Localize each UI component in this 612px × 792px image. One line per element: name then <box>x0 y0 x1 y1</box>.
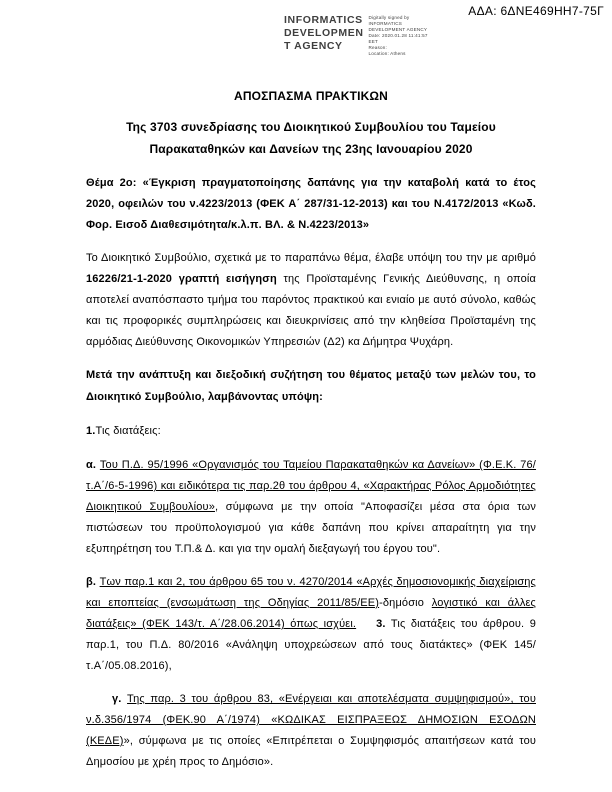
document-body <box>86 86 536 785</box>
stamp-detail-line: Date: 2020.01.28 11:41:57 <box>368 33 428 38</box>
stamp-agency-line: INFORMATICS <box>284 14 363 26</box>
list-item-c <box>86 689 536 773</box>
stamp-agency-name <box>284 14 364 57</box>
theme-heading: Θέμα 2ο: «Έγκριση πραγματοποίησης δαπάνης για την καταβολή κατά το έτος 2020, οφειλών του ν.4223/2013 (ΦΕΚ Α΄ 287/31-12-2013) και του Ν.4172/2013 «Κωδ. Φορ. Εισοδ Διαθεσιμότητα/κ.λ.π. ΒΛ. & Ν.4223/2013» <box>86 177 536 231</box>
ada-number: ΑΔΑ: 6ΔΝΕ469ΗΗ7-75Γ <box>468 4 604 18</box>
paragraph-text: Το Διοικητικό Συμβούλιο, σχετικά με το παραπάνω θέμα, έλαβε υπόψη του την με αριθμό <box>86 252 536 264</box>
item-b-text-1: -δημόσιο <box>379 597 432 609</box>
body-paragraph-1 <box>86 248 536 353</box>
item-c-text: », σύμφωνα με τις οποίες «Επιτρέπεται ο Συμψηφισμός απαιτήσεων κατά του Δημοσίου με χρέη προς το Δημόσιο». <box>86 735 536 768</box>
item-c-citation: Της παρ. 3 του άρθρου 83, «Ενέργειαι και αποτελέσματα συμψηφισμού», του ν.δ.356/1974 (ΦΕΚ.90 Α΄/1974) «ΚΩΔΙΚΑΣ ΕΙΣΠΡΑΞΕΩΣ ΔΗΜΟΣΙΩΝ ΕΣΟΔΩΝ (ΚΕΔΕ) <box>86 693 536 747</box>
item-b-text-2: Τις διατάξεις του άρθρου. 9 παρ.1, του Π.Δ. 80/2016 «Ανάληψη υποχρεώσεων από τους διατάκτες» (ΦΕΚ 145/τ.Α΄/05.08.2016), <box>86 618 536 672</box>
item-a-text: , σύμφωνα με την οποία "Αποφασίζει μέσα στα όρια των πιστώσεων του προϋπολογισμού για κάθε δαπάνη που κρίνει απαραίτητη για την εξυπηρέτηση του Τ.Π.& Δ. και για την ομαλή διεξαγωγή του έργου του". <box>86 501 536 555</box>
item-b-number-3: 3. <box>376 618 386 630</box>
list-item-b <box>86 572 536 677</box>
list-intro <box>86 421 536 442</box>
body-paragraph-2: Μετά την ανάπτυξη και διεξοδική συζήτηση του θέματος μεταξύ των μελών του, το Διοικητικό Συμβούλιο, λαμβάνοντας υπόψη: <box>86 369 536 403</box>
stamp-agency-line: DEVELOPMEN <box>284 27 364 39</box>
list-intro-number: 1. <box>86 425 96 437</box>
item-a-citation: Του Π.Δ. 95/1996 «Οργανισμός του Ταμείου Παρακαταθηκών κα Δανείων» (Φ.Ε.Κ. 76/τ.Α΄/6-5-1996) και ειδικότερα τις παρ.2θ του άρθρου 4, «Χαρακτήρας Ρόλος Αρμοδιότητες Διοικητικού Συμβουλίου» <box>86 459 537 513</box>
list-item-a <box>86 455 536 560</box>
document-subtitle: Της 3703 συνεδρίασης του Διοικητικού Συμβουλίου του Ταμείου Παρακαταθηκών και Δανείων της 23ης Ιανουαρίου 2020 <box>126 120 496 156</box>
item-c-label: γ. <box>112 693 128 705</box>
stamp-detail-line: Digitally signed by <box>368 15 410 20</box>
item-a-label: α. <box>86 459 100 471</box>
stamp-detail-line: Reason: <box>368 45 388 50</box>
stamp-detail-line: DEVELOPMENT AGENCY <box>368 27 428 32</box>
list-intro-text: Τις διατάξεις: <box>95 425 161 437</box>
stamp-detail-line: INFORMATICS <box>368 21 403 26</box>
reference-number: 16226/21-1-2020 γραπτή εισήγηση <box>86 273 277 285</box>
item-b-citation-1: Των παρ.1 και 2, του άρθρου 65 του ν. 4270/2014 «Αρχές δημοσιονομικής διαχείρισης και εποπτείας (ενσωμάτωση της Οδηγίας 2011/85/ΕΕ) <box>86 576 536 609</box>
stamp-agency-line: T AGENCY <box>284 40 343 52</box>
digital-signature-stamp <box>284 14 428 57</box>
document-title: ΑΠΟΣΠΑΣΜΑ ΠΡΑΚΤΙΚΩΝ <box>234 89 388 103</box>
stamp-detail-line: EET <box>368 39 379 44</box>
stamp-signature-details <box>369 14 428 57</box>
stamp-detail-line: Location: Athens <box>368 51 406 56</box>
item-b-citation-2: λογιστικό και άλλες διατάξεις» (ΦΕΚ 143/τ. Α΄/28.06.2014) όπως ισχύει. <box>86 597 537 630</box>
paragraph-text: της Προϊσταμένης Γενικής Διεύθυνσης, η οποία αποτελεί αναπόσπαστο τμήμα του παρόντος πρακτικού και ενιαίο με αυτό σύνολο, καθώς και τις προφορικές συμπληρώσεις και διευκρινίσεις από την κληθείσα Προϊσταμένη της αρμόδιας Διεύθυνσης Οικονομικών Υπηρεσιών (Δ2) κα Δήμητρα Ψυχάρη. <box>86 273 536 348</box>
item-b-label: β. <box>86 576 100 588</box>
